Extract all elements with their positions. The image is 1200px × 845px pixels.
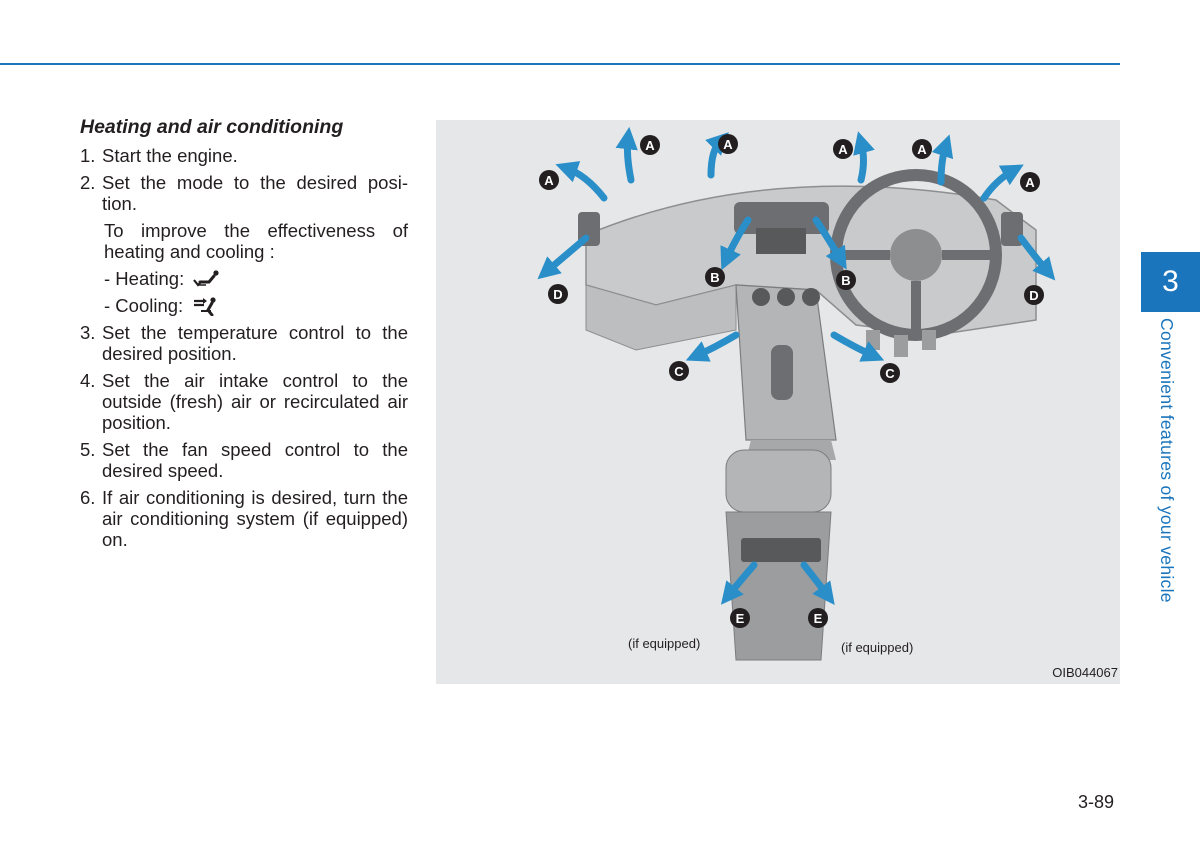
cooling-label: - Cooling: [104, 295, 184, 316]
label-c-1 [669, 361, 689, 381]
step-number: 4. [80, 370, 96, 391]
svg-text:C: C [885, 366, 895, 381]
svg-text:A: A [544, 173, 554, 188]
label-c-2 [880, 363, 900, 383]
label-a-6 [1020, 172, 1040, 192]
figure-code: OIB044067 [1052, 665, 1118, 680]
heating-mode-line [104, 268, 408, 289]
svg-text:A: A [917, 142, 927, 157]
svg-text:A: A [1025, 175, 1035, 190]
step-5 [80, 439, 408, 481]
step-text: Set the air intake control to the outside (fresh) air or recirculated air position. [102, 370, 408, 433]
svg-text:A: A [723, 137, 733, 152]
step-6 [80, 487, 408, 550]
step-4 [80, 370, 408, 433]
svg-text:E: E [735, 611, 745, 626]
label-a-4 [833, 139, 853, 159]
svg-text:A: A [838, 142, 848, 157]
label-a-2 [640, 135, 660, 155]
face-cooling-mode-icon [191, 296, 223, 316]
label-a-1 [539, 170, 559, 190]
label-a-3 [718, 134, 738, 154]
step-text: Set the temperature control to the desired position. [102, 322, 408, 364]
heating-label: - Heating: [104, 268, 185, 289]
svg-text:D: D [1029, 288, 1039, 303]
label-d-2 [1024, 285, 1044, 305]
step-3 [80, 322, 408, 364]
label-b-2 [836, 270, 856, 290]
step-1 [80, 145, 408, 166]
label-b-1 [705, 267, 725, 287]
svg-text:A: A [645, 138, 655, 153]
dashboard-illustration [436, 120, 1120, 684]
label-e-1 [730, 608, 750, 628]
svg-text:B: B [710, 270, 720, 285]
section-heading: Heating and air conditioning [80, 116, 344, 138]
step-text: If air conditioning is desired, turn the air conditioning system (if equipped) on. [102, 487, 408, 550]
page-number: 3-89 [1078, 792, 1115, 812]
svg-text:C: C [674, 364, 684, 379]
step-2 [80, 172, 408, 214]
instructions-column [80, 117, 408, 556]
floor-heating-mode-icon [192, 269, 224, 289]
svg-text:B: B [841, 273, 851, 288]
label-e-2 [808, 608, 828, 628]
figure-caption-left: (if equipped) [628, 636, 701, 651]
header-rule [0, 63, 1120, 65]
step-number: 2. [80, 172, 96, 193]
air-vent-diagram [436, 120, 1120, 684]
step-number: 3. [80, 322, 96, 343]
svg-text:D: D [553, 287, 563, 302]
label-d-1 [548, 284, 568, 304]
figure-caption-right: (if equipped) [841, 640, 914, 655]
label-a-5 [912, 139, 932, 159]
step-text: Start the engine. [102, 145, 238, 166]
svg-text:E: E [813, 611, 823, 626]
effectiveness-note: To improve the effectiveness of heating and cooling : [104, 220, 408, 262]
step-number: 6. [80, 487, 96, 508]
chapter-tab: 3 [1141, 252, 1200, 312]
step-text: Set the mode to the desired posi-tion. [102, 172, 408, 214]
step-number: 1. [80, 145, 96, 166]
step-text: Set the fan speed control to the desired speed. [102, 439, 408, 481]
chapter-title: Convenient features of your vehicle [1157, 318, 1177, 603]
cooling-mode-line [104, 295, 408, 316]
step-number: 5. [80, 439, 96, 460]
